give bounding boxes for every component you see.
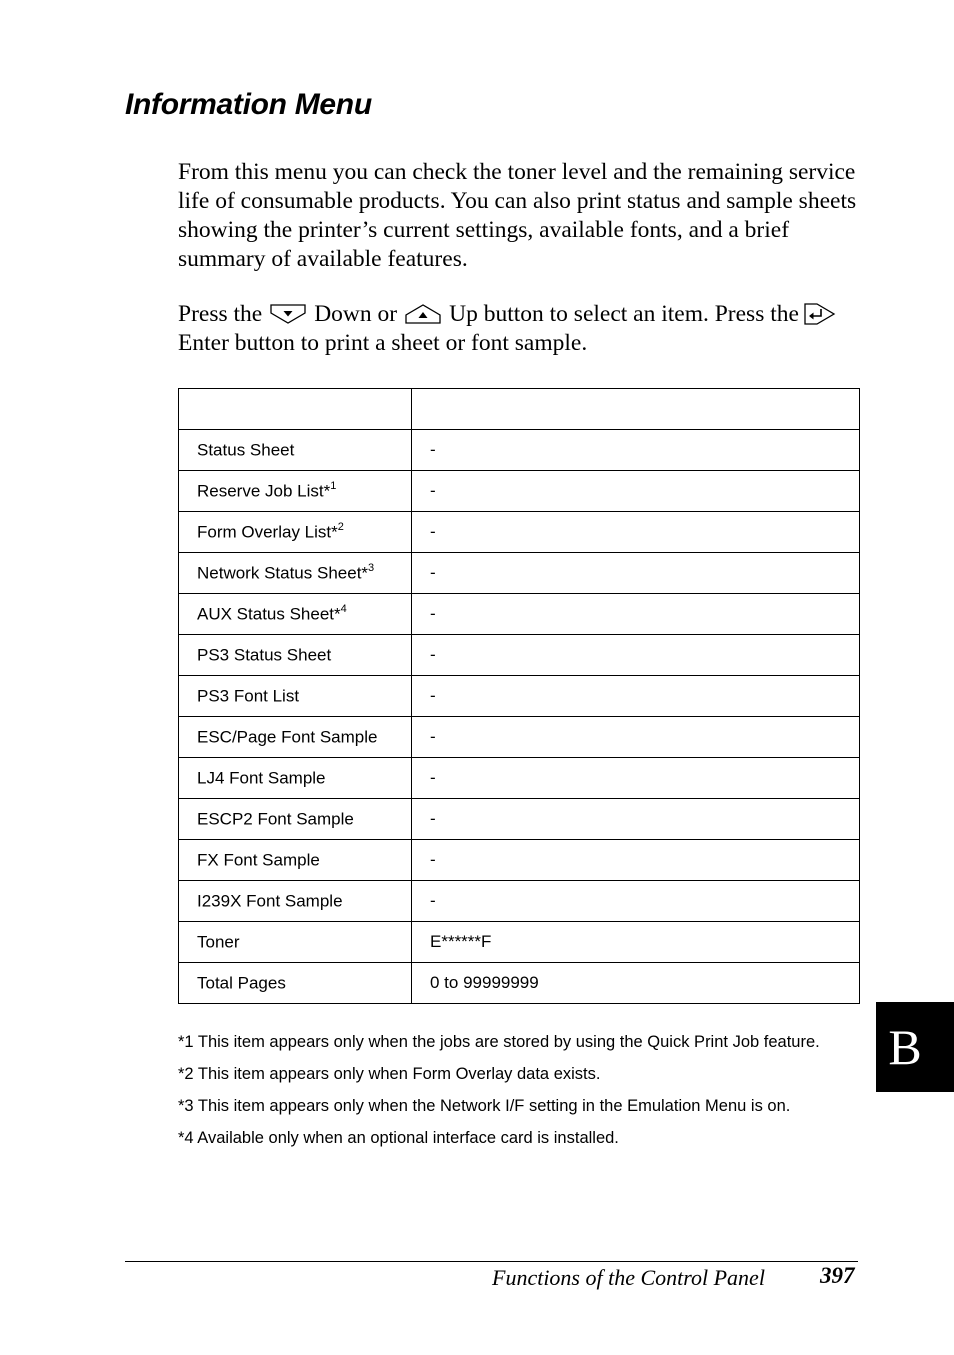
item-cell [179,799,412,840]
item-label: ESCP2 Font Sample [197,809,354,829]
item-cell [179,594,412,635]
item-label: Network Status Sheet* [197,563,369,583]
item-label: Form Overlay List* [197,522,338,542]
table-row [179,512,860,553]
table-row [179,840,860,881]
down-text: Down or [314,301,398,327]
up-button-icon [403,303,443,325]
item-cell [179,430,412,471]
item-label: AUX Status Sheet* [197,604,341,624]
footnote-3: *3 This item appears only when the Network I/F setting in the Emulation Menu is on. [178,1097,791,1115]
item-label: PS3 Font List [197,686,300,706]
footnote-ref: 1 [330,479,337,492]
setting-cell: - [412,717,860,758]
setting-cell: - [412,594,860,635]
item-label: LJ4 Font Sample [197,768,326,788]
setting-cell: - [412,471,860,512]
item-label: PS3 Status Sheet [197,645,332,665]
table-header-setting [412,389,860,430]
item-label: FX Font Sample [197,850,320,870]
item-cell [179,635,412,676]
intro-paragraph: From this menu you can check the toner level and the remaining service life of consumable products. You can also print status and sample sheets showing the printer’s current settings, available fonts, and a brief summary of available features. [178,159,857,272]
item-label: Total Pages [197,973,286,993]
footer-rule [125,1261,858,1262]
setting-cell: 0 to 99999999 [412,963,860,1004]
table-row [179,594,860,635]
page-title: Information Menu [125,88,372,121]
table-row [179,471,860,512]
information-menu-table [178,388,860,1004]
table-row [179,676,860,717]
setting-cell: - [412,512,860,553]
item-cell [179,922,412,963]
footnote-ref: 2 [337,520,344,533]
item-cell [179,512,412,553]
page-number: 397 [820,1263,855,1288]
footnote-ref: 3 [368,561,375,574]
footnote-ref: 4 [340,602,347,615]
table-row [179,635,860,676]
footnotes [178,1029,878,1157]
enter-text: Enter button to print a sheet or font sample. [178,330,588,356]
setting-cell: - [412,553,860,594]
table-body [179,430,860,1004]
setting-cell: - [412,635,860,676]
setting-cell: - [412,881,860,922]
table-row [179,881,860,922]
table-row [179,717,860,758]
setting-cell: - [412,758,860,799]
item-label: Reserve Job List* [197,481,331,501]
footnote-4: *4 Available only when an optional interface card is installed. [178,1129,619,1147]
item-cell [179,840,412,881]
setting-cell: - [412,840,860,881]
enter-button-icon [803,302,837,326]
down-button-icon [268,303,308,325]
setting-cell: - [412,430,860,471]
table-header-row [179,389,860,430]
setting-cell: - [412,676,860,717]
item-cell [179,717,412,758]
footnote-1: *1 This item appears only when the jobs are stored by using the Quick Print Job feature. [178,1033,820,1051]
item-cell [179,471,412,512]
table-header-item [179,389,412,430]
item-label: I239X Font Sample [197,891,343,911]
up-text: Up button to select an item. Press the [449,301,799,327]
table-row [179,922,860,963]
appendix-tab-letter: B [888,1019,922,1075]
setting-cell: E******F [412,922,860,963]
item-cell [179,758,412,799]
item-cell [179,881,412,922]
setting-cell: - [412,799,860,840]
item-label: Toner [197,932,240,952]
instructions-paragraph [178,300,868,358]
table-row [179,553,860,594]
item-label: ESC/Page Font Sample [197,727,378,747]
item-cell [179,553,412,594]
press-the-text: Press the [178,301,263,327]
table-row [179,430,860,471]
table-row [179,758,860,799]
appendix-tab [876,1002,954,1092]
table-row [179,799,860,840]
item-cell [179,963,412,1004]
item-cell [179,676,412,717]
footnote-2: *2 This item appears only when Form Overlay data exists. [178,1065,601,1083]
table-row [179,963,860,1004]
footer-chapter-title: Functions of the Control Panel [492,1265,765,1290]
item-label: Status Sheet [197,440,295,460]
